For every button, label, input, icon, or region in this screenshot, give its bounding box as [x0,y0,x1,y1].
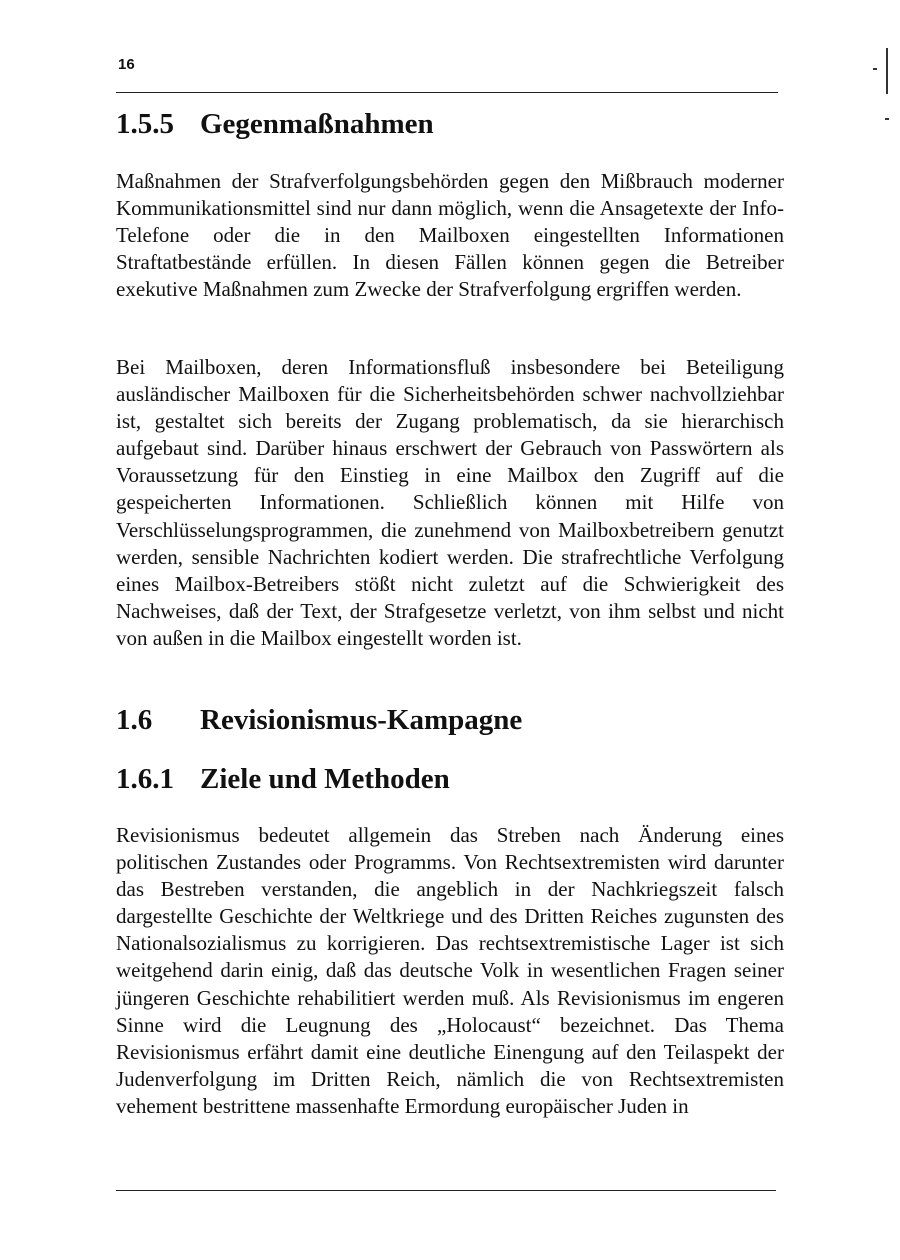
paragraph-countermeasures: Maßnahmen der Strafverfolgungsbehörden gegen den Mißbrauch moderner Kommunikationsmittel sind nur dann möglich, wenn die Ansagetexte der Info-Telefone oder die in den Mailboxen eingestellten Informationen Straftatbestände erfüllen. In diesen Fällen können gegen die Betreiber exekutive Maßnahmen zum Zwecke der Strafverfolgung ergriffen werden. [116,169,784,302]
section-heading-1-6-1 [116,763,450,796]
header-rule [116,92,778,93]
section-heading-1-5-5 [116,108,434,141]
section-number: 1.6.1 [116,763,174,795]
section-number: 1.5.5 [116,108,174,140]
section-title: Revisionismus-Kampagne [200,704,523,736]
paragraph-mailboxes: Bei Mailboxen, deren Informationsfluß insbesondere bei Beteiligung ausländischer Mailboxen für die Sicherheitsbehörden schwer nachvollziehbar ist, gestaltet sich bereits der Zugang problematisch, da sie hierarchisch aufgebaut sind. Darüber hinaus erschwert der Gebrauch von Passwörtern als Voraussetzung für den Einstieg in eine Mailbox den Zugriff auf die gespeicherten Informationen. Schließlich können mit Hilfe von Verschlüsselungsprogrammen, die zunehmend von Mailboxbetreibern genutzt werden, sensible Nachrichten kodiert werden. Die strafrechtliche Verfolgung eines Mailbox-Betreibers stößt nicht zuletzt auf die Schwierigkeit des Nachweises, daß der Text, der Strafgesetze verletzt, von ihm selbst und nicht von außen in die Mailbox eingestellt worden ist. [116,355,784,650]
section-title: Ziele und Methoden [200,763,450,795]
scan-mark [886,48,888,94]
paragraph-revisionism: Revisionismus bedeutet allgemein das Streben nach Änderung eines politischen Zustandes oder Programms. Von Rechtsextremisten wird darunter das Bestreben verstanden, die angeblich in der Nachkriegszeit falsch dargestellte Geschichte der Weltkriege und des Dritten Reiches zugunsten des Nationalsozialismus zu korrigieren. Das rechtsextremistische Lager ist sich weitgehend darin einig, daß das deutsche Volk in wesentlichen Fragen seiner jüngeren Geschichte rehabilitiert werden muß. Als Revisionismus im engeren Sinne wird die Leugnung des „Holocaust“ bezeichnet. Das Thema Revisionismus erfährt damit eine deutliche Einengung auf den Teilaspekt der Judenverfolgung im Dritten Reich, nämlich die von Rechtsextremisten vehement bestrittene massenhafte Ermordung europäischer Juden in [116,823,784,1118]
page-number: 16 [118,56,135,73]
section-number: 1.6 [116,704,153,736]
footer-rule [116,1190,776,1191]
section-heading-1-6 [116,704,522,737]
section-title: Gegenmaßnahmen [200,108,434,140]
scan-mark [873,68,877,70]
scan-mark [885,118,889,120]
